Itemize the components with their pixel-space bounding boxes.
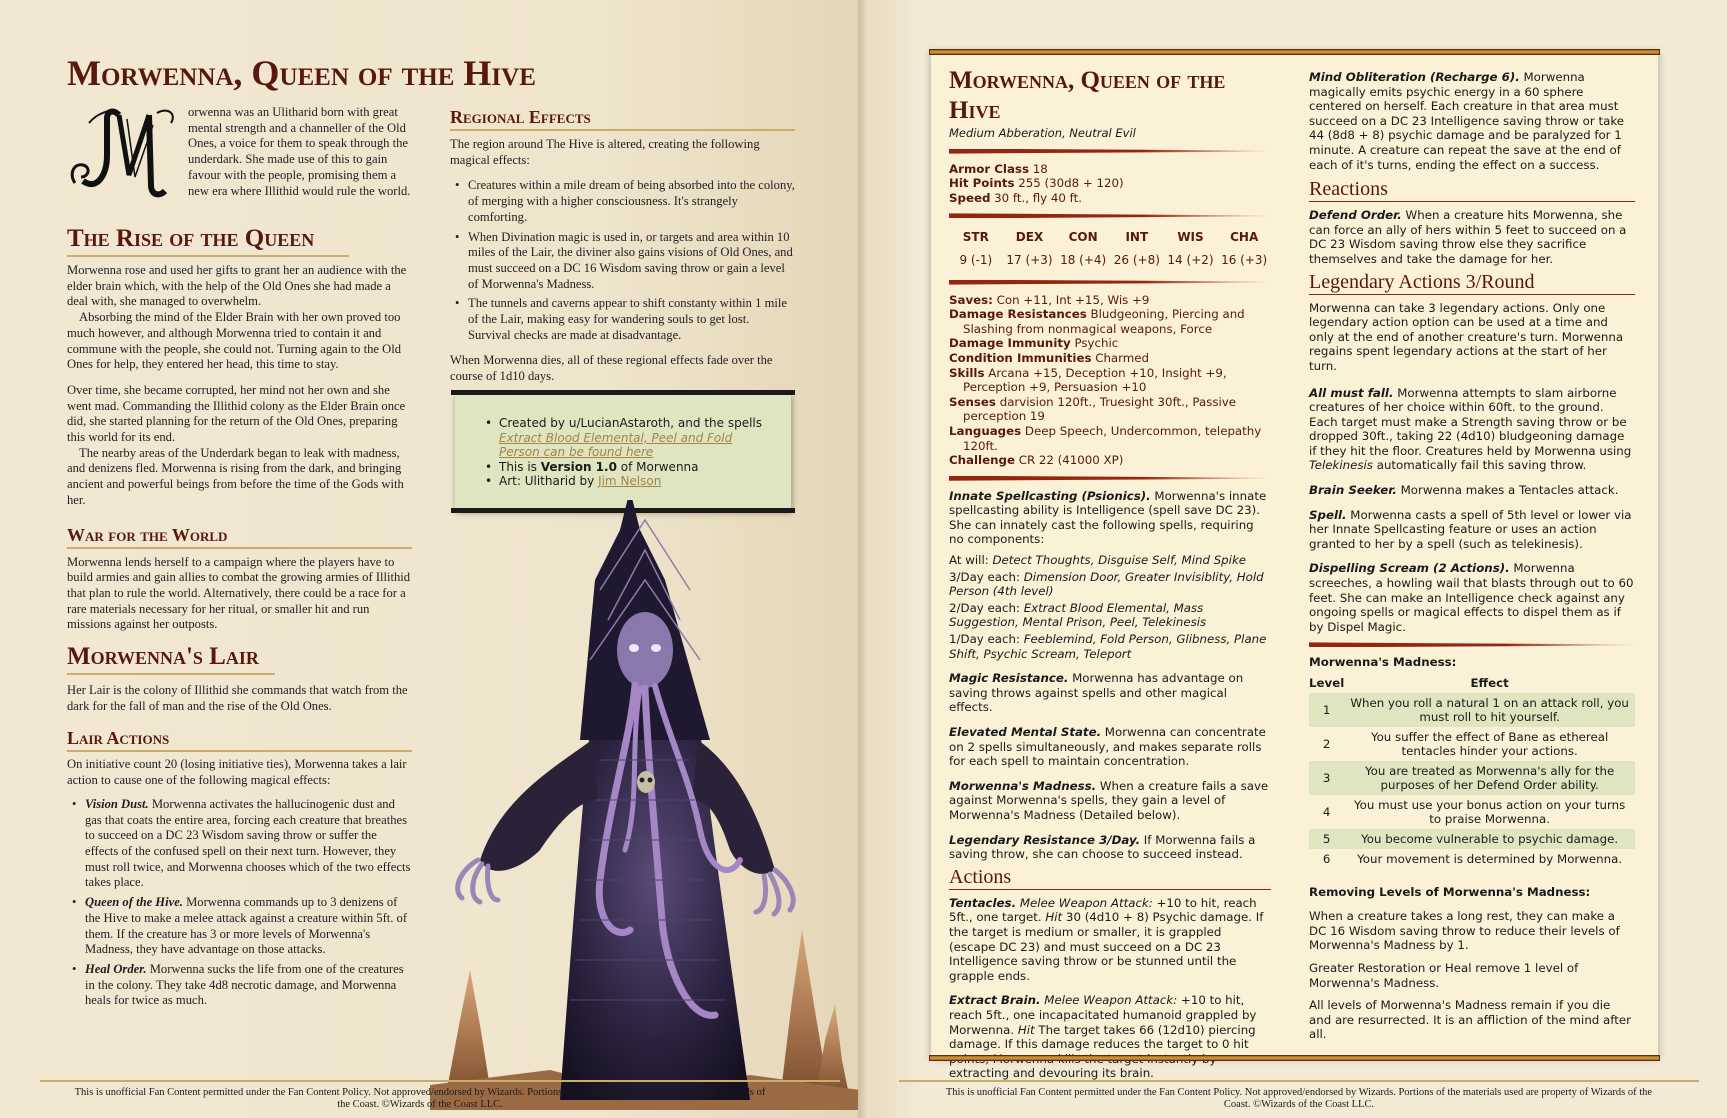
damage-resistances-value: Bludgeoning, Piercing and Slashing from nonmagical weapons, Force [963,307,1245,336]
ability-value: 26 (+8) [1113,252,1160,267]
trait [949,833,1271,862]
armor-class-value: 18 [1028,161,1048,176]
action-name: Mind Obliteration (Recharge 6). [1309,70,1520,84]
damage-immunity-value: Psychic [1070,336,1119,351]
challenge-label: Challenge [949,453,1015,468]
action-name: Tentacles. [949,895,1017,910]
trait-text: Morwenna can concentrate on 2 spells simultaneously, and makes separate rolls for each spell to maintain concentration. [949,725,1266,769]
legendary-action-name: All must fall. [1309,385,1394,400]
divider [1309,642,1635,647]
damage-resistances [949,307,1271,336]
lair-action-name: Queen of the Hive. [85,895,183,910]
madness-level: 2 [1322,736,1331,751]
lair-actions-list [67,797,412,1009]
note-created-by: Created by u/LucianAstaroth, and the spells [499,416,762,430]
saves [949,293,1271,308]
ability-value: 9 (-1) [959,252,993,267]
removing-paragraph: All levels of Morwenna's Madness remain if you die and are resurrected. It is an affliction of the mind after all. [1309,998,1631,1042]
action-text: 30 (4d10 + 8) Psychic damage. If the target is medium or smaller, it is grappled (escape DC 23) and must succeed on a DC 23 Intelligence saving throw or be stunned until the grapple ends. [949,910,1264,983]
divider [949,149,1271,154]
list-item [67,895,412,958]
left-column [67,225,412,1013]
action-text: Morwenna magically emits psychic energy in a 60 sphere centered on herself. Each creature in that area must succeed on a DC 23 Intelligence saving throw or take 44 (8d8 + 8) psychic damage and be paralyzed for 1 minute. A creature can repeat the save at the end of each of it's turns, ending the effect on a success. [1309,70,1624,172]
action-tentacles [949,896,1271,984]
madness-table [1309,674,1635,869]
madness-level: 6 [1322,851,1331,866]
spell-line [949,553,1271,568]
action-mind-obliteration [1309,70,1635,172]
legendary-action-text: Morwenna casts a spell of 5th level or lower via her Innate Spellcasting feature or uses an action granted to her by a spell (such as telekinesis). [1309,507,1632,551]
note-version-pre: This is [499,459,541,474]
trait-name: Elevated Mental State. [949,725,1102,739]
table-row [1309,829,1635,849]
lair-rule [67,673,275,675]
action-hit: Hit [1045,910,1063,925]
madness-effect: You must use your bonus action on your turns to praise Morwenna. [1354,797,1626,826]
regional-effects-list [450,178,795,343]
reaction-text: When a creature hits Morwenna, she can force an ally of hers within 5 feet to succeed on a DC 23 Wisdom saving throw else they sacrifice themselves and take the damage for her. [1309,208,1627,266]
ability-value: 16 (+3) [1221,252,1268,267]
madness-effect: You are treated as Morwenna's ally for the purposes of her Defend Order ability. [1344,761,1635,795]
actions-heading: Actions [949,866,1271,890]
column-header-level: Level [1309,676,1345,690]
spell-line [949,601,1271,630]
lair-heading: Morwenna's Lair [67,643,259,671]
lair-action-text: Morwenna commands up to 3 denizens of the Hive to make a melee attack against a creature within 5ft. of them. If the creature has 3 or more levels of Morwenna's Madness, they have advantage on those attacks. [85,895,408,957]
lair-action-text: Morwenna activates the hallucinogenic dust and gas that coats the entire area, forcing each creature that breathes to succeed on a DC 23 Wisdom saving throw or suffer the effects of the confused spell on their next turn. However, they must roll twice, and Morwenna chooses which of the two effects takes place. [85,796,411,890]
statblock-column-2 [1309,70,1635,1048]
table-row [1309,693,1635,727]
hit-points-label: Hit Points [949,176,1015,191]
legendary-action-tail: automatically fail this saving throw. [1372,458,1587,473]
intro-text: orwenna was an Ulitharid born with great mental strength and a channeller of the Old Ones, a voice for them to speak through the underdark. She made use of this to gain favour with the people, promising them a new era where Illithid would rule the world. [188,105,411,198]
regional-outro: When Morwenna dies, all of these regional effects fade over the course of 1d10 days. [450,353,773,384]
ability-scores [949,226,1271,271]
divider [949,213,1271,218]
note-version: Version 1.0 [540,459,617,474]
trait-text: If Morwenna fails a saving throw, she can choose to succeed instead. [949,832,1256,862]
artist-link[interactable]: Jim Nelson [598,474,662,488]
madness-table-title: Morwenna's Madness: [1309,655,1457,670]
stat-block [931,52,1658,1081]
list-item [67,797,412,891]
trait-name: Innate Spellcasting (Psionics). [949,488,1151,503]
legendary-action-name: Spell. [1309,507,1347,522]
legendary-action-name: Dispelling Scream (2 Actions). [1309,561,1510,576]
trait-name: Legendary Resistance 3/Day. [949,832,1141,847]
footer-left: This is unofficial Fan Content permitted under the Fan Content Policy. Not approved/endorsed by Wizards. Portions of the materials used are property of Wizards of the Coast. ©Wizards of the Coast LLC. [74,1087,766,1110]
madness-effect: You become vulnerable to psychic damage. [1344,829,1635,849]
senses-label: Senses [949,394,996,409]
senses [949,395,1271,424]
speed-value: 30 ft., fly 40 ft. [990,190,1082,205]
note-item [485,416,771,460]
divider [949,280,1271,285]
trait-text: When a creature fails a save against Morwenna's spells, they gain a level of Morwenna's Madness (Detailed below). [949,778,1269,822]
lair-actions-heading: Lair Actions [67,728,412,752]
legendary-action [1309,561,1635,634]
spells-link[interactable]: Extract Blood Elemental, Peel and Fold Person can be found here [499,430,733,459]
ability-name: CON [1068,230,1098,245]
legendary-action [1309,386,1635,474]
reaction-name: Defend Order. [1309,208,1402,223]
removing-title: Removing Levels of Morwenna's Madness: [1309,884,1591,899]
legendary-action-text: Morwenna screeches, a howling wail that blasts through out to 60 feet. She can make an Intelligence check against any ongoing spells or magical effects to dispel them as if by Dispel Magic. [1309,561,1634,634]
legendary-action [1309,508,1635,552]
condition-immunities-label: Condition Immunities [949,350,1092,365]
trait [949,671,1271,715]
note-version-post: of Morwenna [616,459,699,474]
monster-type: Medium Abberation, Neutral Evil [949,126,1136,140]
page-gutter [858,0,869,1118]
spell-list: Detect Thoughts, Disguise Self, Mind Spike [992,553,1247,568]
action-name: Extract Brain. [949,993,1041,1008]
saves-label: Saves: [949,292,993,307]
footer-right: This is unofficial Fan Content permitted under the Fan Content Policy. Not approved/endorsed by Wizards. Portions of the materials used are property of Wizards of the Coast. ©Wizards of the Coast LLC. [945,1087,1653,1110]
skills-value: Arcana +15, Deception +10, Insight +9, Perception +9, Persuasion +10 [963,365,1227,395]
challenge [949,453,1271,468]
damage-immunity [949,336,1271,351]
list-item: • When Divination magic is used in, or targets and area within 10 miles of the Lair, the diviner also gains visions of Old Ones, and must succeed on a DC 16 Wisdom saving throw or gain a level of Morwenna's Madness. [450,230,795,293]
trait-text: Morwenna's innate spellcasting ability is Intelligence (spell save DC 23). She can innately cast the following spells, requiring no components: [949,488,1267,547]
reaction-defend-order [1309,208,1635,266]
ulitharid-illustration [430,500,858,1110]
madness-effect: You suffer the effect of Bane as ethereal tentacles hinder your actions. [1370,729,1609,758]
saves-value: Con +11, Int +15, Wis +9 [992,292,1150,307]
reactions-heading: Reactions [1309,178,1635,202]
condition-immunities-value: Charmed [1091,350,1150,365]
trait-name: Magic Resistance. [949,671,1069,686]
madness-level: 5 [1309,829,1344,849]
statblock-top-edge [929,49,1660,55]
intro-block [67,105,412,205]
spell-freq: 3/Day each: [949,569,1024,584]
statblock-column-1 [949,66,1271,1087]
hit-points-value: 255 (30d8 + 120) [1014,176,1124,191]
legendary-intro: Morwenna can take 3 legendary actions. Only one legendary action option can be used at a time and only at the end of another creature's turn. Morwenna regains spent legendary actions at the start of her turn. [1309,300,1624,373]
page-title: Morwenna, Queen of the Hive [67,53,536,93]
madness-level: 3 [1309,761,1344,795]
trait-name: Morwenna's Madness. [949,778,1097,793]
list-item [67,962,412,1009]
madness-effect: Your movement is determined by Morwenna. [1357,851,1623,866]
trait-text: Morwenna has advantage on saving throws against spells and other magical effects. [949,671,1244,715]
monster-name: Morwenna, Queen of the Hive [949,67,1226,124]
damage-resistances-label: Damage Resistances [949,307,1087,322]
table-header-row [1309,674,1635,693]
action-type: Melee Weapon Attack: [1040,993,1178,1008]
ability-value: 14 (+2) [1167,252,1214,267]
skills [949,366,1271,395]
right-column [450,107,795,385]
lair-paragraph: Her Lair is the colony of Illithid she commands that watch from the dark for the fall of man and the rise of the Old Ones. [67,683,408,713]
ability-name: INT [1125,230,1149,245]
spell-freq: 1/Day each: [949,632,1024,647]
ability-name: DEX [1015,230,1044,245]
table-row [1309,761,1635,795]
armor-class-label: Armor Class [949,161,1029,176]
note-top-bar [451,390,795,395]
spell-freq: 2/Day each: [949,600,1024,615]
legendary-action-text: Morwenna attempts to slam airborne creatures of her choice within 60ft. to the ground. Each target must make a Strength saving throw or be dropped 30ft., taking 22 (4d10) bludgeoning damage if they hit the floor. Creatures held by Morwenna using [1309,385,1632,458]
rise-paragraph: The nearby areas of the Underdark began to leak with madness, and denizens fled. Morwenna is rising from the dark, and bringing ancient and powerful beings from before the time of the Gods with her. [67,445,404,507]
spell-freq: At will: [949,553,993,568]
lair-action-text: Morwenna sucks the life from one of the creatures in the colony. They take 4d8 necrotic damage, and Morwenna heals for twice as much. [85,961,404,1008]
list-item: • Creatures within a mile dream of being absorbed into the colony, of merging with a higher consciousness. It's strangely comforting. [450,178,795,225]
damage-immunity-label: Damage Immunity [949,336,1071,351]
rise-rule [67,255,349,257]
trait [949,725,1271,769]
table-row [1309,727,1635,761]
lair-action-name: Heal Order. [85,961,147,976]
madness-level: 4 [1322,804,1331,819]
removing-paragraph: Greater Restoration or Heal remove 1 level of Morwenna's Madness. [1309,960,1579,990]
legendary-heading: Legendary Actions 3/Round [1309,271,1635,295]
legendary-action-name: Brain Seeker. [1309,483,1397,498]
footer-rule [40,1080,840,1082]
lair-action-name: Vision Dust. [85,796,149,811]
ability-value: 17 (+3) [1006,252,1053,267]
ability-name: WIS [1177,230,1204,245]
action-text: +10 to hit, reach 5ft., one target. [949,895,1257,925]
legendary-action [1309,483,1635,498]
action-text: The target takes 66 (12d10) piercing damage. If this damage reduces the target to 0 hit extracting and devouring its brain. [949,1022,1256,1081]
regional-heading: Regional Effects [450,107,795,131]
war-paragraph: Morwenna lends herself to a campaign where the players have to build armies and gain allies to combat the growing armies of Illithid that plan to rule the world. Alternatively, there could be a race for a rare materials necessary for her ritual, or smaller hit and run missions against her outposts. [67,554,411,632]
table-row [1309,849,1635,869]
condition-immunities [949,351,1271,366]
madness-level: 1 [1309,693,1344,727]
rise-heading: The Rise of the Queen [67,225,315,252]
legendary-action-text: Morwenna makes a Tentacles attack. [1396,483,1619,498]
note-art-pre: Art: Ulitharid by [499,474,599,488]
skills-label: Skills [949,365,985,380]
ability-value: 18 (+4) [1060,252,1107,267]
legendary-action-italic: Telekinesis [1309,458,1373,473]
action-type: Melee Weapon Attack: [1016,895,1153,910]
note-item [485,474,771,489]
rise-paragraph: Morwenna rose and used her gifts to grant her an audience with the elder brain which, with the help of the Old Ones she had made a deal with, she managed to overwhelm. [67,263,407,309]
languages-label: Languages [949,423,1022,438]
divider [949,476,1271,481]
challenge-value: CR 22 (41000 XP) [1014,453,1124,468]
spell-line [949,570,1271,599]
action-extract-brain [949,993,1271,1081]
list-item: • The tunnels and caverns appear to shift constanty within 1 mile of the Lair, making easy for wandering souls to get lost. Survival checks are made at disadvantage. [450,296,795,343]
column-header-effect: Effect [1470,676,1509,690]
armor-class [949,162,1271,177]
dropcap-m-icon [67,105,184,205]
ability-name: CHA [1230,230,1259,245]
table-row [1309,795,1635,829]
speed-label: Speed [949,190,991,205]
spell-list: Dimension Door, Greater Invisiblity, Hold Person (4th level) [949,569,1264,599]
lair-actions-intro: On initiative count 20 (losing initiative ties), Morwenna takes a lair action to cause one of the following magical effects: [67,757,407,788]
removing-paragraph: When a creature takes a long rest, they can make a DC 16 Wisdom saving throw to reduce their levels of Morwenna's Madness by 1. [1309,909,1620,953]
rise-paragraph: Absorbing the mind of the Elder Brain with her own proved too much however, and although Morwenna tried to contain it and commune with the people, she could not. Turning again to the Old Ones for help, they entered her head, this time to stay. [67,310,402,372]
madness-effect: When you roll a natural 1 on an attack roll, you must roll to hit yourself. [1344,693,1635,727]
statblock-bottom-edge [929,1055,1660,1061]
rise-paragraph: Over time, she became corrupted, her mind not her own and she went mad. Commanding the Illithid colony as the Elder Brain once did, she started planning for the return of the Old Ones, preparing this world for its end. [67,382,406,445]
hit-points [949,176,1271,191]
spell-list: Extract Blood Elemental, Mass Suggestion, Mental Prison, Peel, Telekinesis [949,600,1207,630]
languages [949,424,1271,453]
right-page [869,0,1727,1118]
credits-note [455,393,791,510]
footer-rule [899,1080,1699,1082]
spell-line [949,632,1271,661]
speed [949,191,1271,206]
note-item [485,460,771,475]
trait-innate [949,489,1271,547]
action-hit: Hit [1017,1022,1035,1037]
regional-intro: The region around The Hive is altered, creating the following magical effects: [450,137,760,167]
ability-name: STR [962,230,989,245]
action-text: +10 to hit, reach 5ft., one incapacitated humanoid grappled by Morwenna. [949,993,1257,1037]
war-heading: War for the World [67,525,412,549]
spell-list: Feeblemind, Fold Person, Glibness, Plane Shift, Psychic Scream, Teleport [949,632,1267,661]
left-page [0,0,858,1118]
trait [949,779,1271,823]
senses-value: darvision 120ft., Truesight 30ft., Passive perception 19 [963,394,1237,424]
languages-value: Deep Speech, Undercommon, telepathy 120ft. [963,423,1262,453]
